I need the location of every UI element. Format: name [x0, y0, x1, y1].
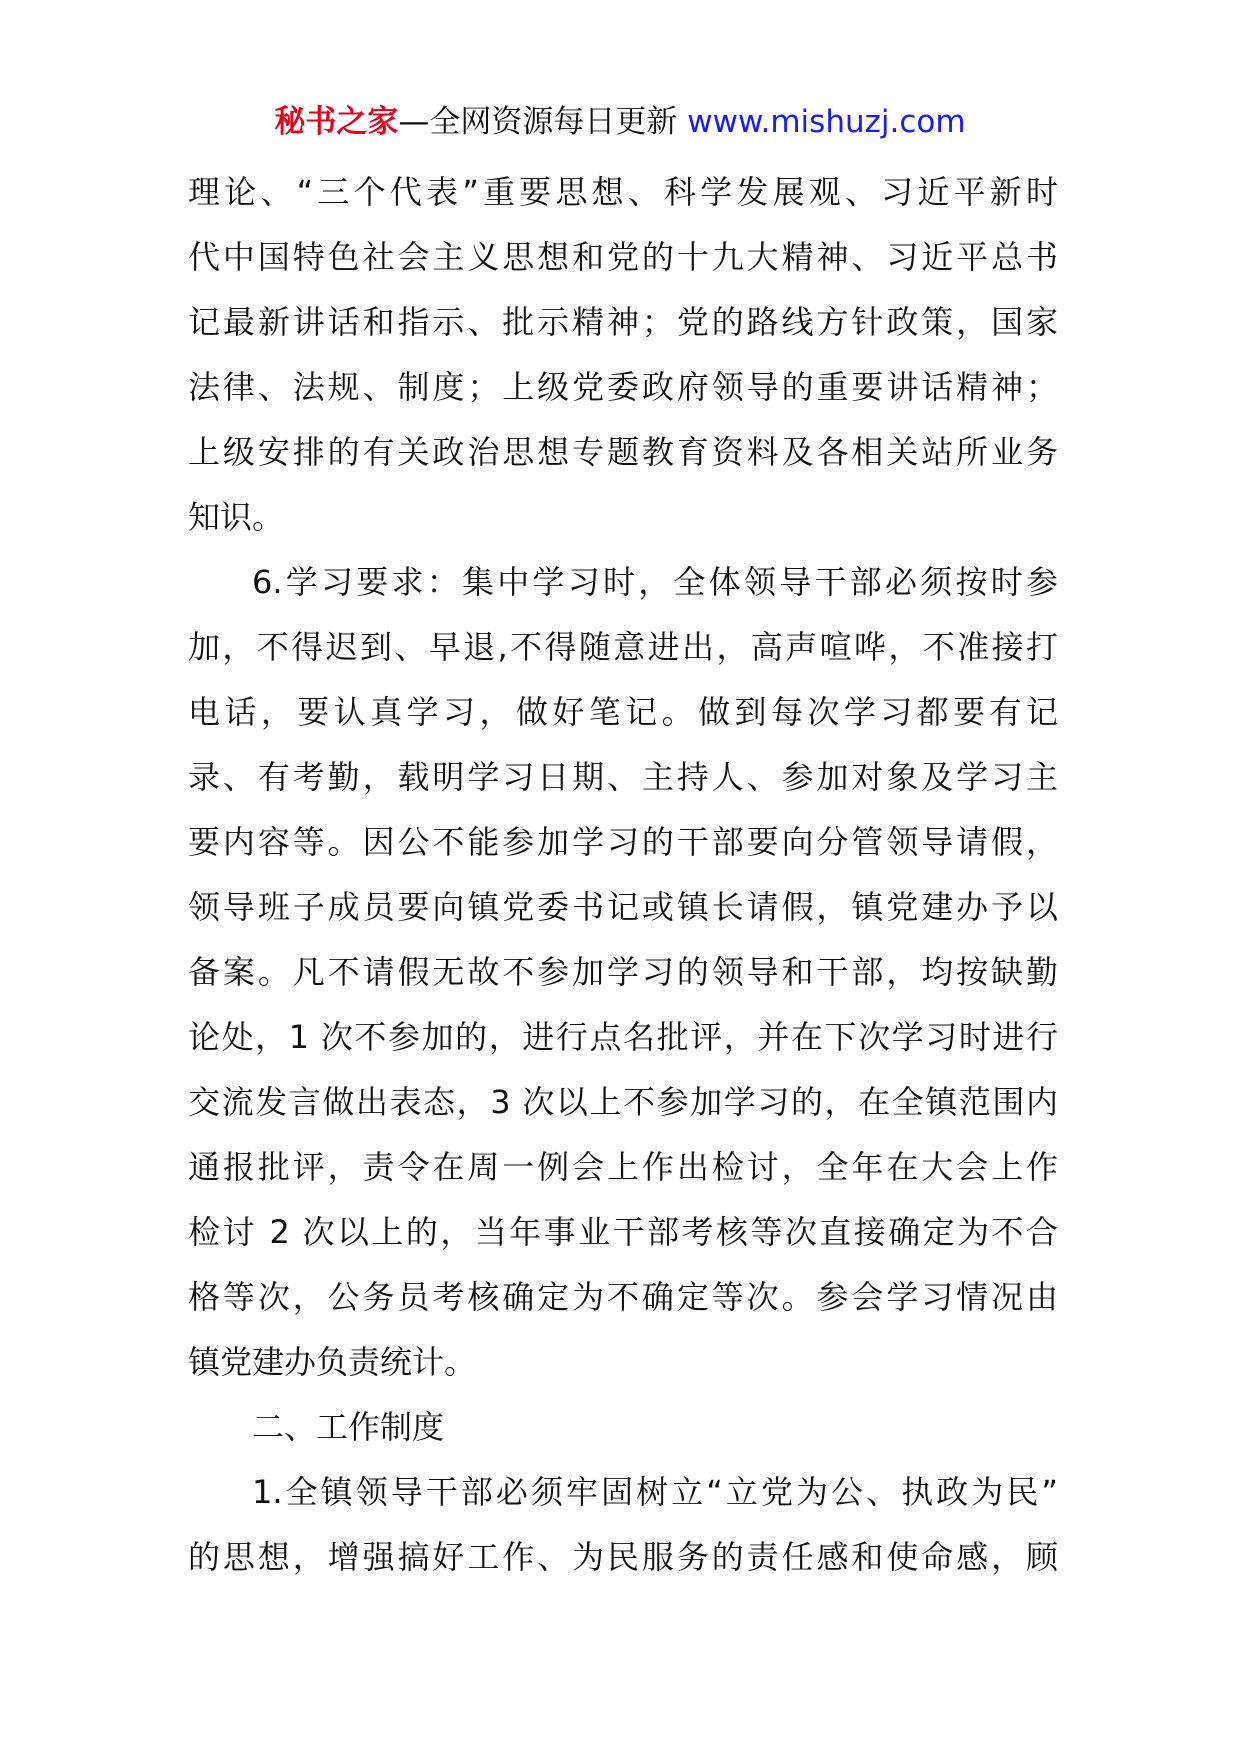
text-line: 录、有考勤，载明学习日期、主持人、参加对象及学习主: [188, 758, 1058, 796]
text-line: 检讨 2 次以上的，当年事业干部考核等次直接确定为不合: [188, 1213, 1058, 1251]
text-line: 备案。凡不请假无故不参加学习的领导和干部，均按缺勤: [188, 953, 1058, 991]
text-line: 记最新讲话和指示、批示精神；党的路线方针政策，国家: [188, 303, 1058, 341]
text-line: 通报批评，责令在周一例会上作出检讨，全年在大会上作: [188, 1148, 1058, 1186]
text-line: 要内容等。因公不能参加学习的干部要向分管领导请假，: [188, 823, 1058, 861]
header-url-link[interactable]: www.mishuzj.com: [687, 104, 966, 140]
text-line: 理论、“三个代表”重要思想、科学发展观、习近平新时: [188, 173, 1058, 211]
text-line: 上级安排的有关政治思想专题教育资料及各相关站所业务: [188, 433, 1058, 471]
text-line: 的思想，增强搞好工作、为民服务的责任感和使命感，顾: [188, 1538, 1058, 1576]
document-body: [188, 160, 1058, 1590]
text-line: 加，不得迟到、早退,不得随意进出，高声喧哗，不准接打: [188, 628, 1058, 666]
text-line: 电话，要认真学习，做好笔记。做到每次学习都要有记: [188, 693, 1058, 731]
text-line: 论处，1 次不参加的，进行点名批评，并在下次学习时进行: [188, 1018, 1058, 1056]
text-line: 镇党建办负责统计。: [188, 1343, 477, 1381]
text-line: 6.学习要求：集中学习时，全体领导干部必须按时参: [252, 563, 1058, 601]
header-tagline: —全网资源每日更新: [398, 104, 688, 140]
text-line: 知识。: [188, 498, 285, 536]
text-line: 领导班子成员要向镇党委书记或镇长请假，镇党建办予以: [188, 888, 1058, 926]
text-line: 法律、法规、制度；上级党委政府领导的重要讲话精神；: [188, 368, 1058, 406]
text-line: 交流发言做出表态，3 次以上不参加学习的，在全镇范围内: [188, 1083, 1058, 1121]
text-line: 格等次，公务员考核确定为不确定等次。参会学习情况由: [188, 1278, 1058, 1316]
header-brand: 秘书之家: [274, 104, 399, 140]
text-line: 代中国特色社会主义思想和党的十九大精神、习近平总书: [188, 238, 1058, 276]
text-line: 1.全镇领导干部必须牢固树立“立党为公、执政为民”: [252, 1473, 1058, 1511]
section-heading: 二、工作制度: [252, 1408, 445, 1446]
page-header: [0, 100, 1240, 144]
